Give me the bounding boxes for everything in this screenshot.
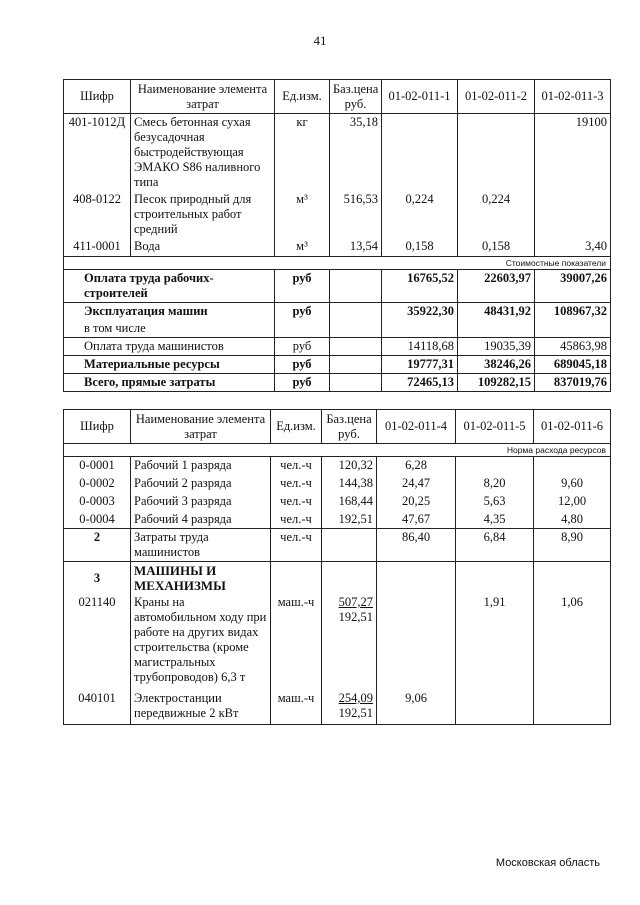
cost-table-1 bbox=[63, 79, 611, 392]
cell-unit: кг bbox=[275, 114, 330, 192]
cell-price bbox=[322, 562, 377, 595]
summary-empty bbox=[330, 320, 382, 338]
cell-value bbox=[377, 594, 456, 690]
cell-code: 021140 bbox=[64, 594, 131, 690]
cell-unit: м³ bbox=[275, 238, 330, 256]
cell-value: 0,224 bbox=[382, 191, 458, 238]
cell-price: 192,51 bbox=[322, 511, 377, 529]
summary-label: в том числе bbox=[64, 320, 275, 338]
cell-code: 411-0001 bbox=[64, 238, 131, 256]
summary-empty bbox=[330, 302, 382, 320]
summary-label: Оплата труда рабочих-строителей bbox=[64, 269, 275, 302]
cell-value: 8,90 bbox=[534, 529, 611, 562]
subheader-row bbox=[64, 444, 611, 457]
cell-price: 35,18 bbox=[330, 114, 382, 192]
cell-code: 0-0003 bbox=[64, 493, 131, 511]
summary-value: 16765,52 bbox=[382, 269, 458, 302]
summary-value: 14118,68 bbox=[382, 337, 458, 355]
header-col-5: 01-02-011-5 bbox=[456, 410, 534, 444]
summary-row bbox=[64, 355, 611, 373]
cell-value: 6,28 bbox=[377, 457, 456, 475]
cell-value: 4,80 bbox=[534, 511, 611, 529]
cell-name: Рабочий 4 разряда bbox=[131, 511, 271, 529]
cell-value: 9,06 bbox=[377, 690, 456, 724]
cell-code: 0-0002 bbox=[64, 475, 131, 493]
cell-value: 12,00 bbox=[534, 493, 611, 511]
cell-value bbox=[534, 690, 611, 724]
cell-price: 144,38 bbox=[322, 475, 377, 493]
header-name: Наименование элемента затрат bbox=[131, 80, 275, 114]
summary-label: Материальные ресурсы bbox=[64, 355, 275, 373]
cell-value bbox=[535, 191, 611, 238]
header-price: Баз.цена руб. bbox=[322, 410, 377, 444]
summary-value: 689045,18 bbox=[535, 355, 611, 373]
cell-value bbox=[456, 690, 534, 724]
table-header-row bbox=[64, 80, 611, 114]
table-row bbox=[64, 594, 611, 690]
summary-value: 45863,98 bbox=[535, 337, 611, 355]
summary-unit: руб bbox=[275, 337, 330, 355]
cell-name: Рабочий 2 разряда bbox=[131, 475, 271, 493]
cell-unit: маш.-ч bbox=[271, 594, 322, 690]
cell-value: 19100 bbox=[535, 114, 611, 192]
cell-name: Затраты труда машинистов bbox=[131, 529, 271, 562]
cell-code: 040101 bbox=[64, 690, 131, 724]
section-header-row bbox=[64, 562, 611, 595]
cell-unit: маш.-ч bbox=[271, 690, 322, 724]
page-number: 41 bbox=[313, 33, 327, 48]
cell-price: 120,32 bbox=[322, 457, 377, 475]
cost-table-2 bbox=[63, 409, 611, 725]
cell-value bbox=[456, 457, 534, 475]
cell-unit: м³ bbox=[275, 191, 330, 238]
cell-value: 0,158 bbox=[458, 238, 535, 256]
summary-unit bbox=[275, 320, 330, 338]
summary-value: 22603,97 bbox=[458, 269, 535, 302]
summary-value bbox=[458, 320, 535, 338]
cell-value: 24,47 bbox=[377, 475, 456, 493]
cell-price: 13,54 bbox=[330, 238, 382, 256]
header-code: Шифр bbox=[64, 410, 131, 444]
cell-price: 516,53 bbox=[330, 191, 382, 238]
header-name: Наименование элемента затрат bbox=[131, 410, 271, 444]
table-row bbox=[64, 114, 611, 192]
cell-value: 47,67 bbox=[377, 511, 456, 529]
price-labor: 192,51 bbox=[338, 706, 373, 720]
summary-value: 38246,26 bbox=[458, 355, 535, 373]
table-row bbox=[64, 191, 611, 238]
cell-value bbox=[458, 114, 535, 192]
summary-row bbox=[64, 302, 611, 320]
cell-name: Рабочий 3 разряда bbox=[131, 493, 271, 511]
summary-empty bbox=[330, 269, 382, 302]
table-header-row bbox=[64, 410, 611, 444]
header-col-3: 01-02-011-3 bbox=[535, 80, 611, 114]
summary-empty bbox=[330, 355, 382, 373]
subheader-cost: Стоимостные показатели bbox=[64, 256, 611, 269]
cell-price bbox=[322, 529, 377, 562]
cell-value: 0,158 bbox=[382, 238, 458, 256]
cell-name: Песок природный для строительных работ средний bbox=[131, 191, 275, 238]
summary-value: 109282,15 bbox=[458, 373, 535, 391]
cell-unit: чел.-ч bbox=[271, 493, 322, 511]
cell-value bbox=[456, 562, 534, 595]
table-row bbox=[64, 238, 611, 256]
cell-unit: чел.-ч bbox=[271, 511, 322, 529]
header-col-4: 01-02-011-4 bbox=[377, 410, 456, 444]
cell-value: 20,25 bbox=[377, 493, 456, 511]
section-title: МАШИНЫ И МЕХАНИЗМЫ bbox=[131, 562, 271, 595]
table-row bbox=[64, 511, 611, 529]
cell-value: 0,224 bbox=[458, 191, 535, 238]
summary-unit: руб bbox=[275, 373, 330, 391]
price-labor: 192,51 bbox=[338, 610, 373, 624]
cell-name: Вода bbox=[131, 238, 275, 256]
cell-value bbox=[382, 114, 458, 192]
summary-value: 48431,92 bbox=[458, 302, 535, 320]
summary-row bbox=[64, 373, 611, 391]
cell-value: 3,40 bbox=[535, 238, 611, 256]
summary-value: 19777,31 bbox=[382, 355, 458, 373]
machinists-row bbox=[64, 529, 611, 562]
cell-unit: чел.-ч bbox=[271, 475, 322, 493]
header-unit: Ед.изм. bbox=[271, 410, 322, 444]
summary-value: 72465,13 bbox=[382, 373, 458, 391]
cell-value bbox=[377, 562, 456, 595]
header-code: Шифр bbox=[64, 80, 131, 114]
cell-name: Рабочий 1 разряда bbox=[131, 457, 271, 475]
cell-price: 168,44 bbox=[322, 493, 377, 511]
cell-code: 408-0122 bbox=[64, 191, 131, 238]
cell-name: Электростанции передвижные 2 кВт bbox=[131, 690, 271, 724]
footer-region: Московская область bbox=[495, 857, 600, 869]
cell-value bbox=[534, 562, 611, 595]
summary-value bbox=[382, 320, 458, 338]
summary-label: Эксплуатация машин bbox=[64, 302, 275, 320]
table-row bbox=[64, 475, 611, 493]
cell-code: 0-0004 bbox=[64, 511, 131, 529]
summary-value bbox=[535, 320, 611, 338]
cell-value: 9,60 bbox=[534, 475, 611, 493]
header-unit: Ед.изм. bbox=[275, 80, 330, 114]
price-base: 507,27 bbox=[338, 595, 373, 609]
cell-price bbox=[322, 594, 377, 690]
summary-row bbox=[64, 337, 611, 355]
cell-unit: чел.-ч bbox=[271, 529, 322, 562]
section-number: 3 bbox=[64, 562, 131, 595]
cell-value: 86,40 bbox=[377, 529, 456, 562]
summary-value: 39007,26 bbox=[535, 269, 611, 302]
summary-label: Всего, прямые затраты bbox=[64, 373, 275, 391]
cell-unit: чел.-ч bbox=[271, 457, 322, 475]
summary-row bbox=[64, 320, 611, 338]
cell-value: 1,06 bbox=[534, 594, 611, 690]
summary-unit: руб bbox=[275, 269, 330, 302]
summary-value: 35922,30 bbox=[382, 302, 458, 320]
summary-unit: руб bbox=[275, 302, 330, 320]
cell-unit bbox=[271, 562, 322, 595]
summary-value: 837019,76 bbox=[535, 373, 611, 391]
summary-unit: руб bbox=[275, 355, 330, 373]
subheader-row bbox=[64, 256, 611, 269]
cell-name: Смесь бетонная сухая безусадочная быстродействующая ЭМАКО S86 наливного типа bbox=[131, 114, 275, 192]
header-price: Баз.цена руб. bbox=[330, 80, 382, 114]
cell-name: Краны на автомобильном ходу при работе на других видах строительства (кроме магистральных трубопроводов) 6,3 т bbox=[131, 594, 271, 690]
table-row bbox=[64, 457, 611, 475]
table-row bbox=[64, 493, 611, 511]
cell-value bbox=[534, 457, 611, 475]
summary-empty bbox=[330, 337, 382, 355]
cell-code: 401-1012Д bbox=[64, 114, 131, 192]
cell-value: 6,84 bbox=[456, 529, 534, 562]
cell-code: 0-0001 bbox=[64, 457, 131, 475]
summary-empty bbox=[330, 373, 382, 391]
cell-price bbox=[322, 690, 377, 724]
summary-row bbox=[64, 269, 611, 302]
header-col-6: 01-02-011-6 bbox=[534, 410, 611, 444]
cell-value: 1,91 bbox=[456, 594, 534, 690]
cell-value: 8,20 bbox=[456, 475, 534, 493]
summary-value: 19035,39 bbox=[458, 337, 535, 355]
summary-label: Оплата труда машинистов bbox=[64, 337, 275, 355]
subheader-norm: Норма расхода ресурсов bbox=[64, 444, 611, 457]
header-col-2: 01-02-011-2 bbox=[458, 80, 535, 114]
table-row bbox=[64, 690, 611, 724]
cell-value: 5,63 bbox=[456, 493, 534, 511]
header-col-1: 01-02-011-1 bbox=[382, 80, 458, 114]
summary-value: 108967,32 bbox=[535, 302, 611, 320]
cell-code: 2 bbox=[64, 529, 131, 562]
price-base: 254,09 bbox=[338, 691, 373, 705]
cell-value: 4,35 bbox=[456, 511, 534, 529]
